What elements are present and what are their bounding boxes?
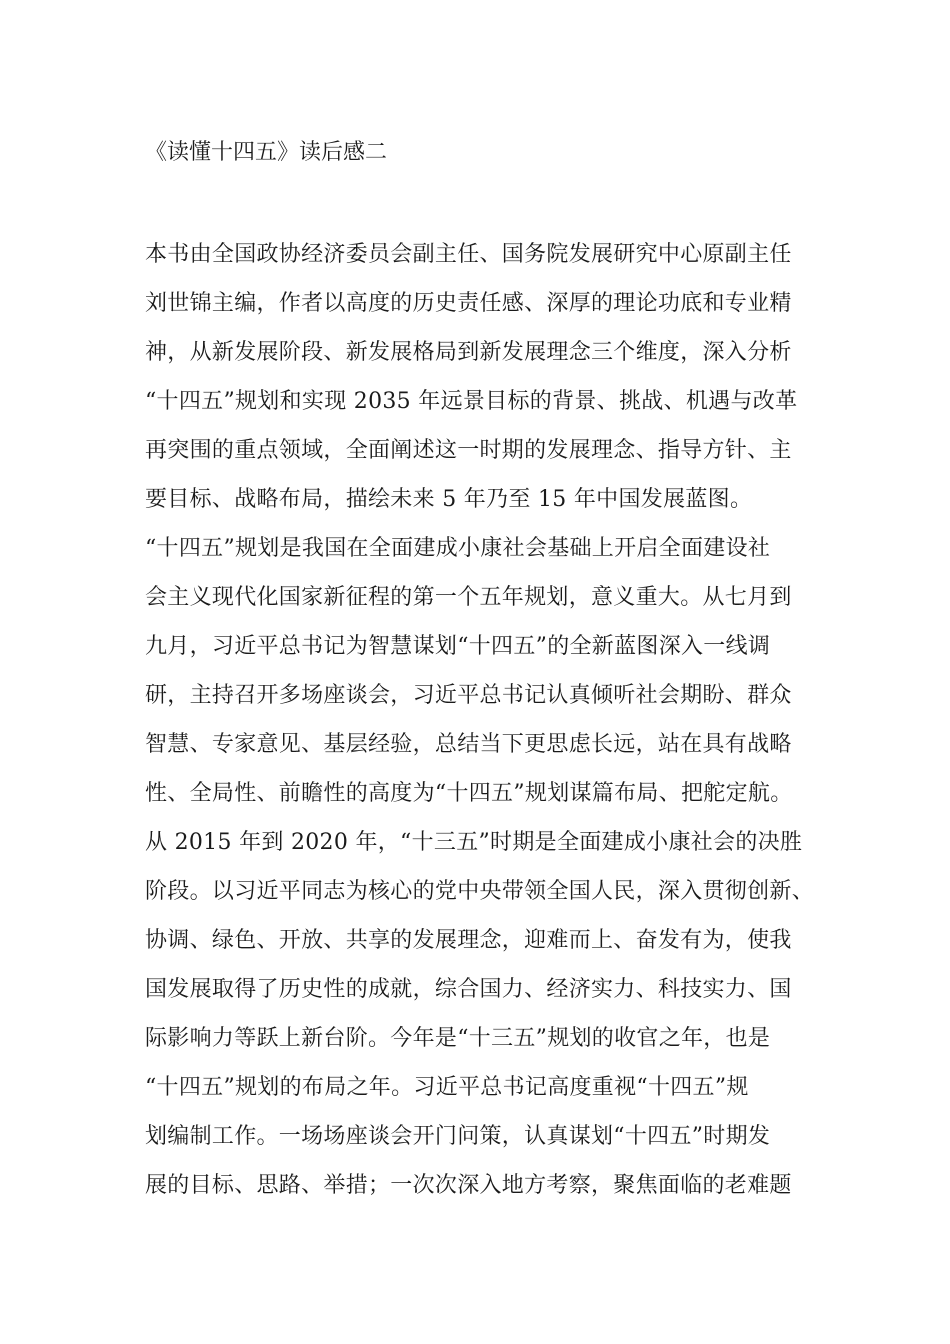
text-line: 协调、绿色、开放、共享的发展理念，迎难而上、奋发有为，使我 (145, 928, 792, 953)
text-line: 从 2015 年到 2020 年，“十三五”时期是全面建成小康社会的决胜 (145, 830, 803, 855)
text-line: “十四五”规划是我国在全面建成小康社会基础上开启全面建设社 (145, 536, 771, 561)
text-line: 划编制工作。一场场座谈会开门问策，认真谋划“十四五”时期发 (145, 1124, 771, 1149)
text-line: 再突围的重点领域，全面阐述这一时期的发展理念、指导方针、主 (145, 438, 792, 463)
text-line: 本书由全国政协经济委员会副主任、国务院发展研究中心原副主任 (145, 242, 792, 267)
text-line: 要目标、战略布局，描绘未来 5 年乃至 15 年中国发展蓝图。 (145, 487, 753, 512)
document-body (145, 230, 815, 1210)
text-line: 九月，习近平总书记为智慧谋划“十四五”的全新蓝图深入一线调 (145, 634, 771, 659)
text-line: 智慧、专家意见、基层经验，总结当下更思虑长远，站在具有战略 (145, 732, 792, 757)
text-line: “十四五”规划和实现 2035 年远景目标的背景、挑战、机遇与改革 (145, 389, 798, 414)
text-line: 会主义现代化国家新征程的第一个五年规划，意义重大。从七月到 (145, 585, 792, 610)
text-line: 阶段。以习近平同志为核心的党中央带领全国人民，深入贯彻创新、 (145, 879, 815, 904)
text-line: 刘世锦主编，作者以高度的历史责任感、深厚的理论功底和专业精 (145, 291, 792, 316)
text-line: 神，从新发展阶段、新发展格局到新发展理念三个维度，深入分析 (145, 340, 792, 365)
text-line: 国发展取得了历史性的成就，综合国力、经济实力、科技实力、国 (145, 977, 792, 1002)
text-line: 研，主持召开多场座谈会，习近平总书记认真倾听社会期盼、群众 (145, 683, 792, 708)
text-line: “十四五”规划的布局之年。习近平总书记高度重视“十四五”规 (145, 1075, 749, 1100)
text-line: 展的目标、思路、举措；一次次深入地方考察，聚焦面临的老难题 (145, 1173, 792, 1198)
text-line: 性、全局性、前瞻性的高度为“十四五”规划谋篇布局、把舵定航。 (145, 781, 793, 806)
text-line: 际影响力等跃上新台阶。今年是“十三五”规划的收官之年，也是 (145, 1026, 771, 1051)
document-title: 《读懂十四五》读后感二 (145, 140, 388, 165)
